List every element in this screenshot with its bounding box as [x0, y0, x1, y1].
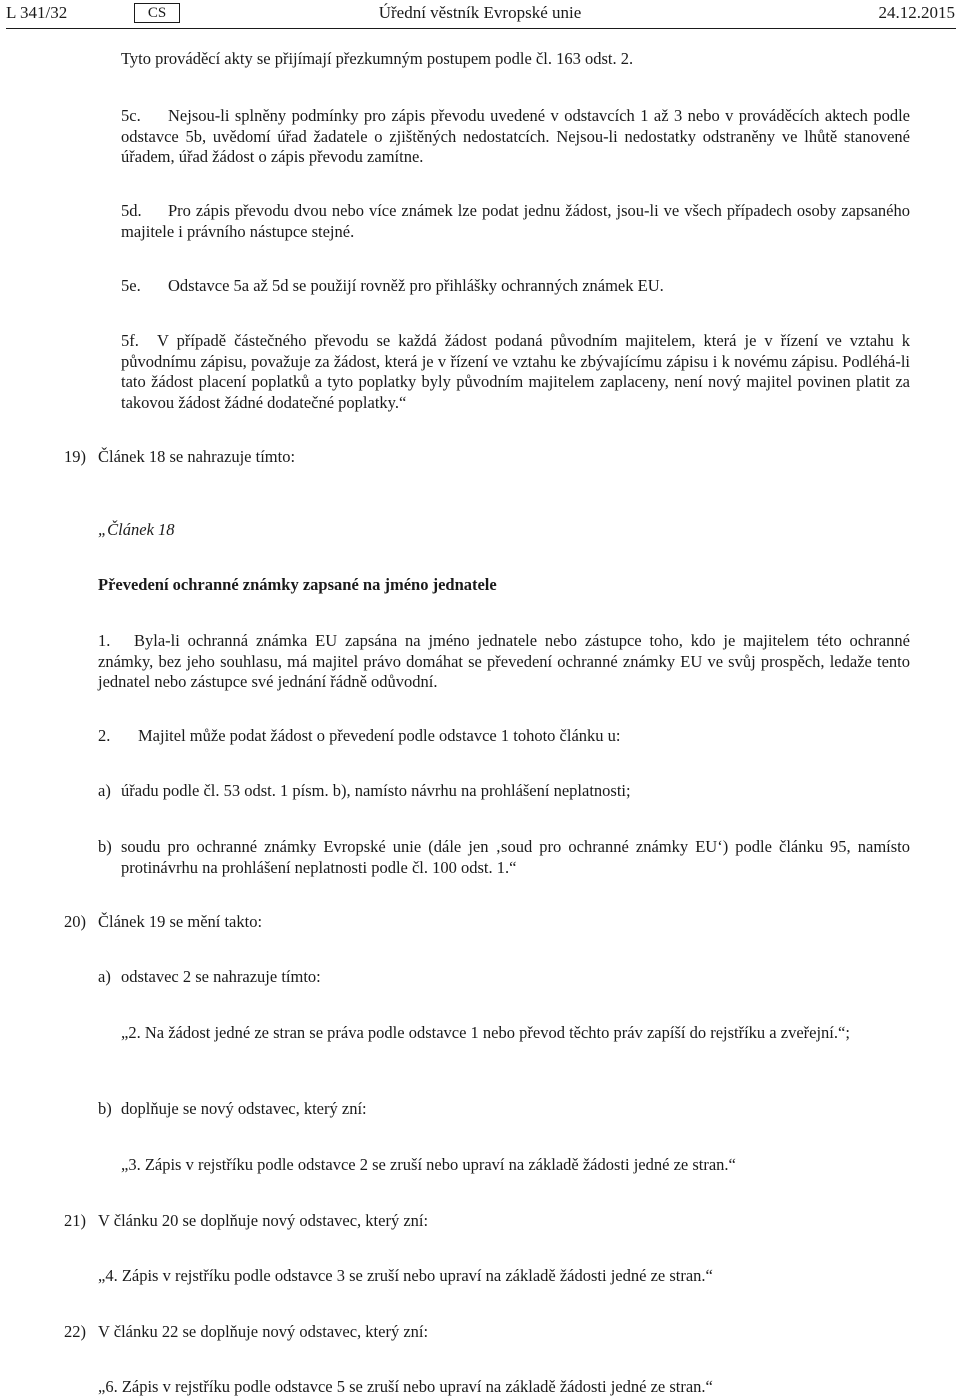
item-22-quote: „6. Zápis v rejstříku podle odstavce 5 se zruší nebo upraví na základě žádosti jedné ze stran.“: [98, 1377, 713, 1396]
journal-title: Úřední věstník Evropské unie: [378, 3, 582, 22]
item-19-text: Článek 18 se nahrazuje tímto:: [98, 447, 296, 466]
paragraph-5d: [121, 201, 910, 242]
item-20-point-a-label: a): [98, 967, 111, 986]
article-18-paragraph-2-text: Majitel může podat žádost o převedení podle odstavce 1 tohoto článku u:: [138, 726, 621, 745]
article-18-point-b-text: soudu pro ochranné známky Evropské unie (dále jen ‚soud pro ochranné známky EU‘) podle článku 95, namísto protinávrhu na prohlášení neplatnosti podle čl. 100 odst. 1.“: [121, 837, 910, 877]
publication-date: 24.12.2015: [878, 3, 955, 22]
paragraph-5e: [121, 276, 910, 297]
item-20-point-b-label: b): [98, 1099, 112, 1118]
article-18-title: Převedení ochranné známky zapsané na jméno jednatele: [98, 575, 497, 594]
intro-sentence: Tyto prováděcí akty se přijímají přezkumným postupem podle čl. 163 odst. 2.: [121, 49, 634, 68]
item-22-text: V článku 22 se doplňuje nový odstavec, který zní:: [98, 1322, 429, 1341]
paragraph-5c-label: 5c.: [121, 106, 141, 125]
paragraph-5f-text: V případě částečného převodu se každá žádost podaná původním majitelem, která je v řízení ve vztahu k původnímu zápisu, považuje za žádost, která je v řízení ve vztahu ke zbývajícímu zápisu i k novému zápisu. Podléhá-li tato žádost placení poplatků a tyto poplatky byly původním majitelem zaplaceny, není nový majitel povinen platit za takovou žádost žádné dodatečné poplatky.“: [121, 331, 910, 412]
page-reference: L 341/32: [6, 3, 68, 22]
article-18-paragraph-1: [98, 631, 910, 693]
article-18-point-a-text: úřadu podle čl. 53 odst. 1 písm. b), namísto návrhu na prohlášení neplatnosti;: [121, 781, 631, 800]
article-18-point-a-label: a): [98, 781, 111, 800]
paragraph-5d-text: Pro zápis převodu dvou nebo více známek lze podat jednu žádost, jsou-li ve všech případech osoby zapsaného majitele i právního nástupce stejné.: [121, 201, 910, 241]
article-18-paragraph-1-text: Byla-li ochranná známka EU zapsána na jméno jednatele nebo zástupce toho, kdo je majitelem této ochranné známky, bez jeho souhlasu, má majitel právo domáhat se převedení ochranné známky EU ve svůj prospěch, ledaže tento jednatel nebo zástupce své jednání řádně odůvodní.: [98, 631, 910, 691]
item-20-point-b-quote: „3. Zápis v rejstříku podle odstavce 2 se zruší nebo upraví na základě žádosti jedné ze stran.“: [121, 1155, 736, 1174]
item-21-quote: „4. Zápis v rejstříku podle odstavce 3 se zruší nebo upraví na základě žádosti jedné ze stran.“: [98, 1266, 713, 1285]
item-20-point-a-text: odstavec 2 se nahrazuje tímto:: [121, 967, 321, 986]
paragraph-5e-text: Odstavce 5a až 5d se použijí rovněž pro přihlášky ochranných známek EU.: [168, 276, 664, 295]
item-20-point-b-text: doplňuje se nový odstavec, který zní:: [121, 1099, 367, 1118]
article-18-heading: „Článek 18: [98, 520, 175, 539]
paragraph-5d-label: 5d.: [121, 201, 142, 220]
paragraph-5e-label: 5e.: [121, 276, 141, 295]
item-19-number: 19): [64, 447, 86, 466]
paragraph-5c-text: Nejsou-li splněny podmínky pro zápis převodu uvedené v odstavcích 1 až 3 nebo v prováděcích aktech podle odstavce 5b, uvědomí úřad žadatele o zjištěných nedostatcích. Nejsou-li nedostatky odstraněny ve lhůtě stanovené úřadem, úřad žádost o zápis převodu zamítne.: [121, 106, 910, 166]
article-18-paragraph-2: [98, 726, 621, 747]
paragraph-5f-label: 5f.: [121, 331, 139, 350]
item-22-number: 22): [64, 1322, 86, 1341]
item-20-point-a-quote: „2. Na žádost jedné ze stran se práva podle odstavce 1 nebo převod těchto práv zapíší do rejstříku a zveřejní.“;: [121, 1023, 850, 1042]
paragraph-5f: [121, 331, 910, 413]
item-20-text: Článek 19 se mění takto:: [98, 912, 263, 931]
item-21-number: 21): [64, 1211, 86, 1230]
article-18-paragraph-2-label: 2.: [98, 726, 111, 745]
article-18-paragraph-1-label: 1.: [98, 631, 111, 650]
item-20-number: 20): [64, 912, 86, 931]
article-18-point-b-label: b): [98, 837, 112, 856]
header-divider: [6, 28, 956, 29]
item-21-text: V článku 20 se doplňuje nový odstavec, který zní:: [98, 1211, 429, 1230]
paragraph-5c: [121, 106, 910, 168]
language-code-box: CS: [134, 3, 180, 23]
